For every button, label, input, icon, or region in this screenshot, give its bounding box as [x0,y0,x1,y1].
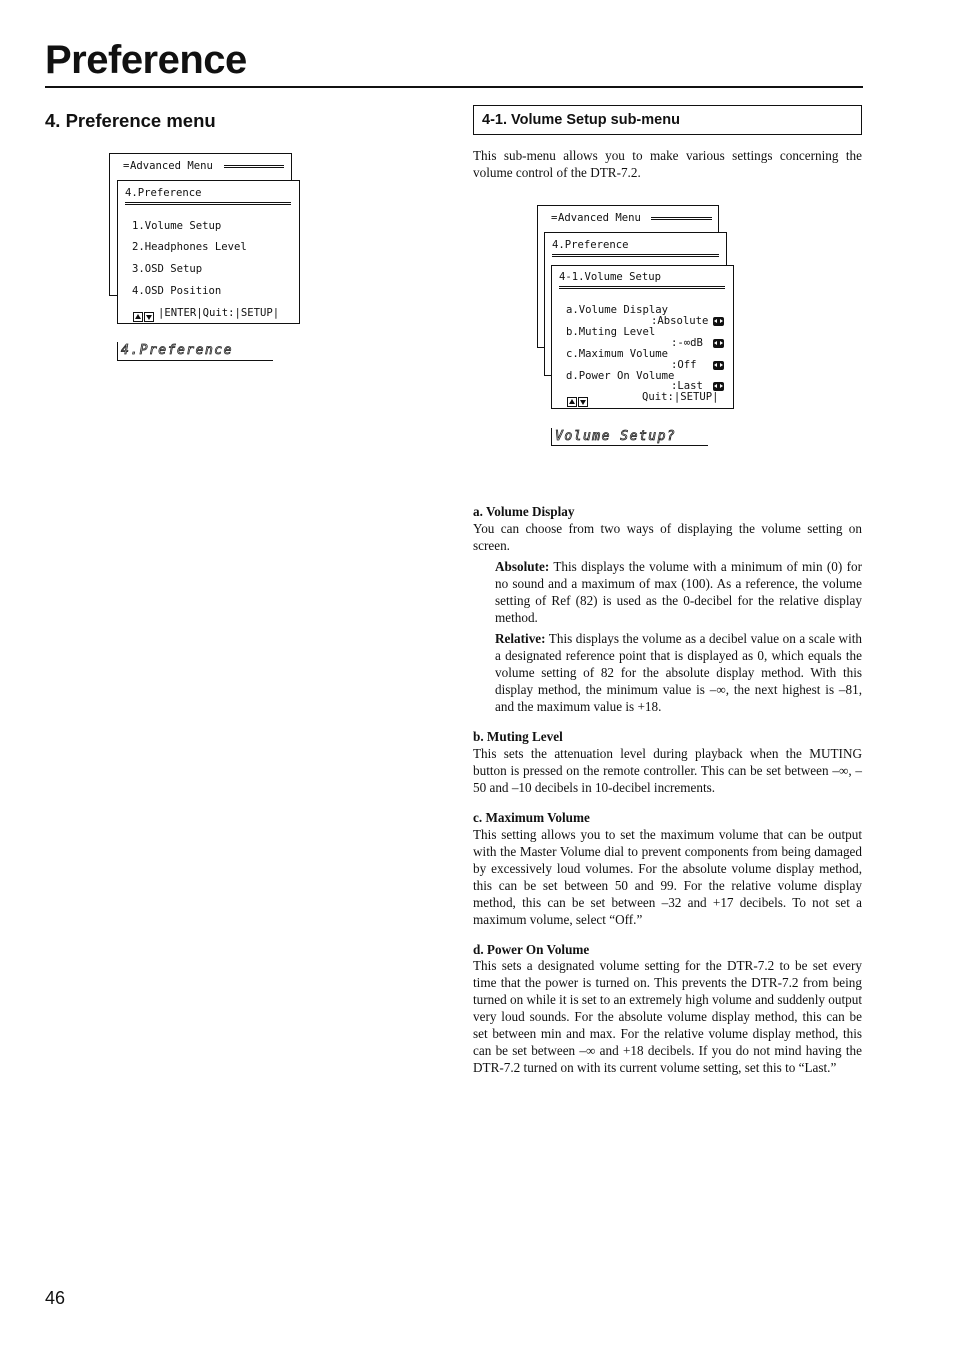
absolute-text: This displays the volume with a minimum of min (0) for no sound and a maximum of max (100). As a reference, the volume setting of Ref (82) is used as the 0-decibel for the relative display method. [495,559,862,625]
maximum-volume-heading: c. Maximum Volume [473,810,590,825]
osd-setting-value: :Absolute [651,315,709,327]
fl-display-text: Volume Setup? [555,429,677,444]
left-right-keys-icon [713,382,724,391]
submenu-intro: This sub-menu allows you to make various settings concerning the volume control of the DTR-7.2. [473,148,862,180]
osd-window-title: Advanced Menu [558,212,641,224]
relative-term: Relative: [495,631,546,646]
osd-menu-item: 2.Headphones Level [132,241,247,253]
title-double-rule [224,165,284,168]
osd-setting-value: :-∞dB [671,337,703,349]
submenu-heading: 4-1. Volume Setup sub-menu [482,112,680,128]
osd-setting-label: c.Maximum Volume [566,348,669,360]
osd-window-title: 4.Preference [552,239,629,251]
left-right-keys-icon [713,339,724,348]
absolute-description [495,558,862,626]
osd-setting-label: b.Muting Level [566,326,656,338]
osd-setting-value: :Off [671,359,697,371]
fl-display-text: 4.Preference [121,343,233,358]
power-on-volume-body: This sets a designated volume setting for the DTR-7.2 to be set every time that the power is turned on. This prevents the DTR-7.2 from being turned on while it is set to an extremely high volume and suddenly output very loud sounds. For the absolute volume display method, this can be set between min and max. For the relative volume display method, this can be set between –∞ and +18 decibels. If you do not mind having the DTR-7.2 turned on with its current volume setting, set this to “Last.” [473,958,862,1075]
up-down-keys-icon [567,393,588,411]
absolute-term: Absolute: [495,559,550,574]
muting-level-heading: b. Muting Level [473,729,563,744]
osd-window-preference [117,180,300,324]
osd-footer-keys: Quit:|SETUP| [642,391,719,403]
osd-setting-value: :Last [671,380,703,392]
volume-display-heading: a. Volume Display [473,504,575,519]
relative-description [495,630,862,715]
osd-window-title: 4.Preference [125,187,202,199]
osd-window-advanced-menu: = Advanced Menu [537,205,719,348]
osd-setting-label: d.Power On Volume [566,370,675,382]
left-right-keys-icon [713,317,724,326]
left-right-keys-icon [713,361,724,370]
relative-text: This displays the volume as a decibel value on a scale with a designated reference point that is displayed as 0, which equals the volume setting of 82 for the absolute display method. With this display method, the minimum value is –∞, the next highest is –81, and the maximum value is +18. [495,631,862,714]
osd-footer-keys: |ENTER|Quit:|SETUP| [158,307,280,319]
volume-display-body: You can choose from two ways of displaying the volume setting on screen. [473,521,862,553]
title-double-rule [559,286,725,289]
section-heading: 4. Preference menu [45,110,216,131]
osd-menu-item: 3.OSD Setup [132,263,203,275]
submenu-heading-box [473,105,862,135]
osd-window-title: 4-1.Volume Setup [559,271,662,283]
maximum-volume-body: This setting allows you to set the maximum volume that can be output with the Master Volume dial to prevent components from being damaged by excessively loud volumes. For the absolute volume display method, this can be set between 50 and 99. For the relative volume display method, this can be set between –32 and +17 decibels. To not set a maximum volume, select “Off.” [473,827,862,927]
page-title: Preference [45,38,247,82]
up-down-keys-icon [133,308,154,326]
osd-window-volume-setup [551,265,734,409]
title-divider [45,86,863,88]
title-double-rule [125,202,291,205]
page-number: 46 [45,1288,66,1308]
power-on-volume-heading: d. Power On Volume [473,942,590,957]
title-double-rule [552,254,719,257]
osd-menu-item: 1.Volume Setup [132,220,222,232]
osd-window-advanced-menu: = Advanced Menu [109,153,292,296]
title-double-rule [651,217,712,220]
osd-menu-item: 4.OSD Position [132,285,222,297]
muting-level-body: This sets the attenuation level during playback when the MUTING button is pressed on the remote controller. This can be set between –∞, –50 and –10 decibels in 10-decibel increments. [473,746,862,795]
osd-window-title: Advanced Menu [130,160,213,172]
osd-setting-label: a.Volume Display [566,304,669,316]
